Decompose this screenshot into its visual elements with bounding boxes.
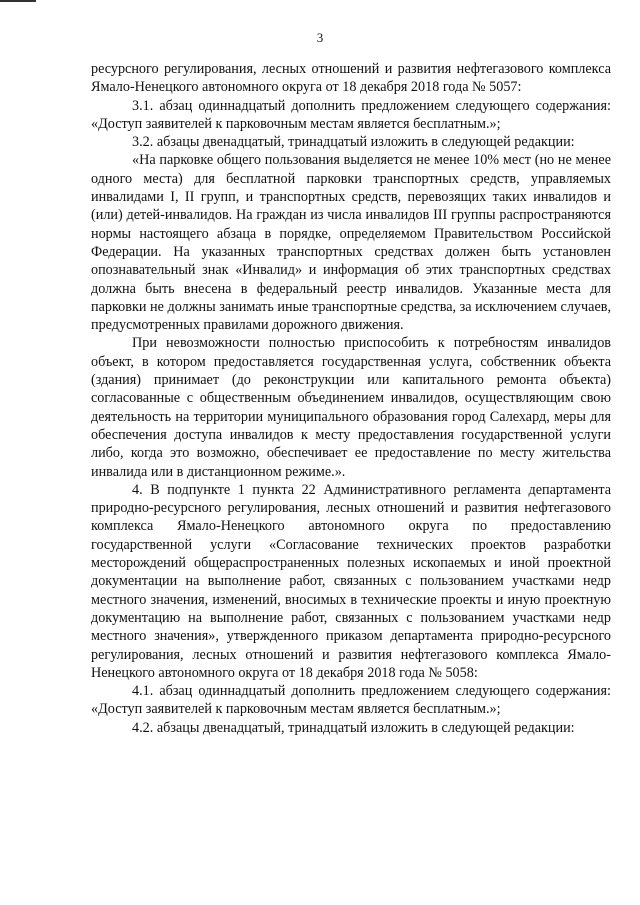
paragraph-3-1: 3.1. абзац одиннадцатый дополнить предложением следующего содержания: «Доступ заявителей к парковочным местам является бесплатным.»; bbox=[91, 97, 611, 132]
paragraph-accessibility: При невозможности полностью приспособить к потребностям инвалидов объект, в котором предоставляется государственная услуга, собственник объекта (здания) принимает (до реконструкции или капитального ремонта объекта) согласованные с общественным объединением инвалидов, осуществляющим свою деятельность на территории муниципального образования город Салехард, меры для обеспечения доступа инвалидов к месту предоставления государственной услуги либо, когда это возможно, обеспечивает ее предоставление по месту жительства инвалида или в дистанционном режиме.». bbox=[91, 335, 611, 480]
paragraph-parking-quote: «На парковке общего пользования выделяется не менее 10% мест (но не менее одного места) для бесплатной парковки транспортных средств, управляемых инвалидами I, II групп, и транспортных средств, перевозящих таких инвалидов и (или) детей-инвалидов. На граждан из числа инвалидов III группы распространяются нормы настоящего абзаца в порядке, определяемом Правительством Российской Федерации. На указанных транспортных средствах должен быть установлен опознавательный знак «Инвалид» и информация об этих транспортных средствах должна быть внесена в федеральный реестр инвалидов. Указанные места для парковки не должны занимать иные транспортные средства, за исключением случаев, предусмотренных правилами дорожного движения. bbox=[91, 152, 611, 334]
paragraph-3-2: 3.2. абзацы двенадцатый, тринадцатый изложить в следующей редакции: bbox=[132, 134, 575, 151]
document-body bbox=[91, 60, 611, 737]
paragraph-4-1: 4.1. абзац одиннадцатый дополнить предложением следующего содержания: «Доступ заявителей к парковочным местам является бесплатным.»; bbox=[91, 683, 611, 718]
scan-corner-mark bbox=[0, 0, 36, 2]
paragraph-continuation: ресурсного регулирования, лесных отношений и развития нефтегазового комплекса Ямало-Ненецкого автономного округа от 18 декабря 2018 года № 5057: bbox=[91, 61, 611, 96]
paragraph-4: 4. В подпункте 1 пункта 22 Административного регламента департамента природно-ресурсного регулирования, лесных отношений и развития нефтегазового комплекса Ямало-Ненецкого автономного округа по предоставлению государственной услуги «Согласование технических проектов разработки месторождений общераспространенных полезных ископаемых и иной проектной документации на выполнение работ, связанных с пользованием участками недр местного значения, изменений, вносимых в технические проекты и иную проектную документацию на выполнение работ, связанных с пользованием участками недр местного значения», утвержденного приказом департамента природно-ресурсного регулирования, лесных отношений и развития нефтегазового комплекса Ямало-Ненецкого автономного округа от 18 декабря 2018 года № 5058: bbox=[91, 481, 611, 681]
page-number: 3 bbox=[316, 30, 324, 45]
paragraph-4-2: 4.2. абзацы двенадцатый, тринадцатый изложить в следующей редакции: bbox=[132, 719, 575, 736]
